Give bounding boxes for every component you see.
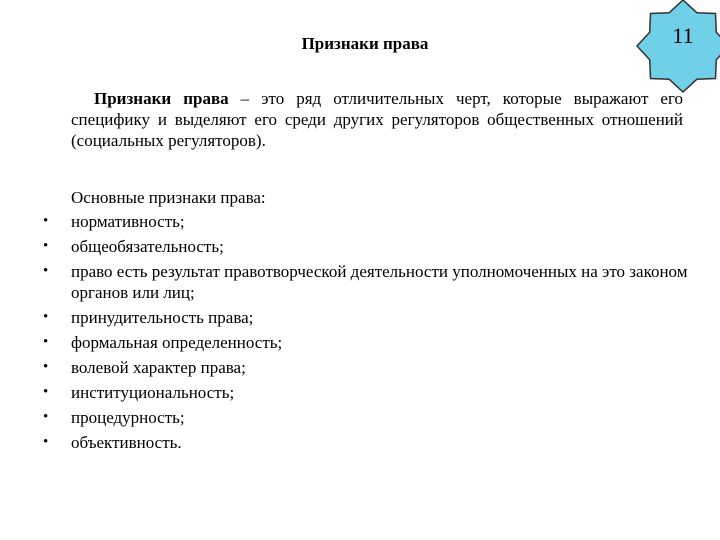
list-item (0, 357, 700, 378)
list-heading: Основные признаки права: (71, 188, 266, 207)
list-item-text: процедурность; (71, 408, 185, 427)
bullet-icon: • (43, 409, 49, 425)
bullet-icon: • (43, 434, 49, 450)
definition-paragraph (71, 88, 683, 151)
slide-number-badge (636, 0, 720, 93)
list-item (0, 332, 700, 353)
list-item-text: принудительность права; (71, 308, 254, 327)
slide-title: Признаки права (301, 34, 429, 53)
bullet-icon: • (43, 309, 49, 325)
list-item (0, 407, 700, 428)
list-item-text: право есть результат правотворческой деятельности уполномоченных на это законом органов или лиц; (71, 262, 688, 302)
bullet-icon: • (43, 334, 49, 350)
list-item (0, 236, 700, 257)
list-item (0, 382, 700, 403)
bullet-icon: • (43, 238, 49, 254)
list-item-text: формальная определенность; (71, 333, 283, 352)
list-item-text: нормативность; (71, 212, 185, 231)
definition-term: Признаки права (94, 89, 229, 108)
list-item (0, 211, 700, 232)
features-list (0, 211, 700, 457)
bullet-icon: • (43, 359, 49, 375)
definition-text: – это ряд отличительных черт, которые выражают его специфику и выделяют его среди других регуляторов общественных отношений (социальных регуляторов). (71, 89, 683, 150)
list-item-text: объективность. (71, 433, 182, 452)
list-item-text: волевой характер права; (71, 358, 246, 377)
bullet-icon: • (43, 384, 49, 400)
list-item (0, 261, 700, 303)
bullet-icon: • (43, 213, 49, 229)
list-item (0, 432, 700, 453)
list-item (0, 307, 700, 328)
list-item-text: общеобязательность; (71, 237, 224, 256)
bullet-icon: • (43, 263, 49, 279)
list-item-text: институциональность; (71, 383, 235, 402)
slide-number: 11 (672, 23, 694, 48)
